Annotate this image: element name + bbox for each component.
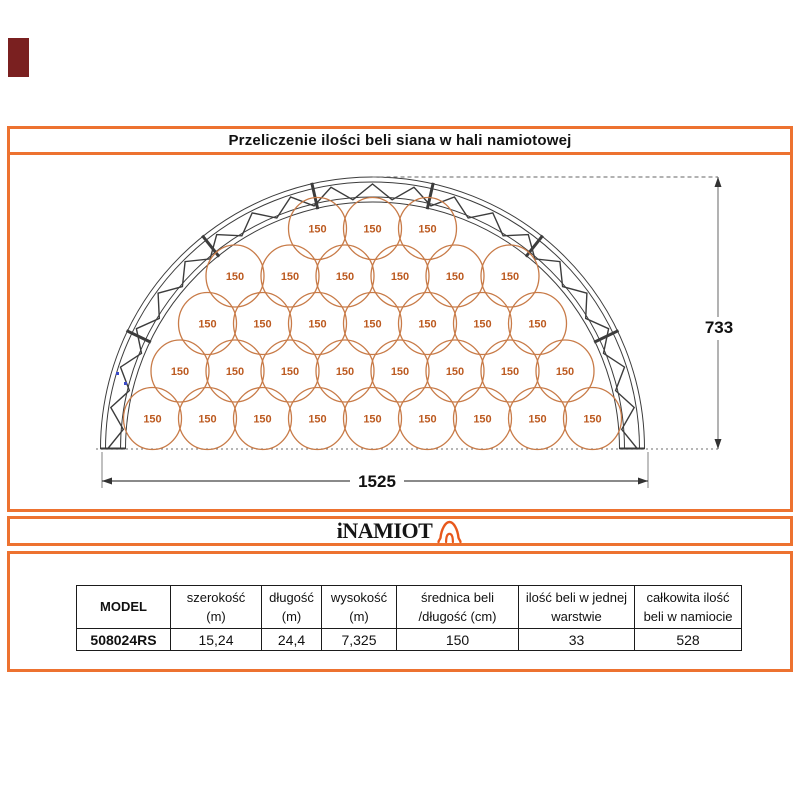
- hay-bale-label: 150: [363, 318, 382, 331]
- spec-col-header: średnica beli /długość (cm): [397, 586, 519, 629]
- spec-header-row: [77, 586, 742, 629]
- hay-bale-label: 150: [390, 271, 410, 283]
- hay-bale-label: 150: [225, 366, 245, 378]
- spec-table: [76, 585, 742, 651]
- spec-col-header: szerokość (m): [171, 586, 262, 629]
- hay-bale-label: 150: [418, 223, 437, 236]
- spec-cell: 15,24: [171, 629, 262, 651]
- truss-node-marker: [124, 382, 127, 385]
- hay-bale-label: 150: [473, 318, 492, 331]
- width-dim-label: 1525: [358, 472, 396, 491]
- truss-node-marker: [116, 372, 119, 375]
- hay-bale-label: 150: [225, 271, 245, 283]
- hay-bale-label: 150: [198, 318, 217, 331]
- spec-cell: 7,325: [322, 629, 397, 651]
- hay-bale-label: 150: [555, 366, 575, 378]
- truss-chord-arc: [106, 182, 640, 449]
- hay-bale-label: 150: [418, 318, 437, 331]
- hay-bale-label: 150: [363, 413, 382, 426]
- truss-joint: [202, 236, 219, 257]
- main-panel: [7, 126, 793, 512]
- hay-bale-label: 150: [335, 271, 355, 283]
- spec-col-header: długość (m): [262, 586, 322, 629]
- hay-bale-label: 150: [170, 366, 190, 378]
- hay-bale-label: 150: [308, 413, 327, 426]
- hay-bale-label: 150: [418, 413, 437, 426]
- hay-bale-label: 150: [280, 366, 300, 378]
- spec-col-header: całkowita ilość beli w namiocie: [635, 586, 742, 629]
- brand-name: iNAMIOT: [336, 518, 433, 543]
- hay-bale-label: 150: [280, 271, 300, 283]
- tent-cross-section-drawing: [10, 155, 790, 509]
- tent-diagram: [10, 155, 790, 509]
- hay-bale-label: 150: [445, 271, 465, 283]
- spec-panel: [7, 551, 793, 672]
- spec-cell: 24,4: [262, 629, 322, 651]
- truss-chord-arc: [101, 177, 645, 449]
- spec-cell: 150: [397, 629, 519, 651]
- spec-cell: 528: [635, 629, 742, 651]
- hay-bale-label: 150: [363, 223, 382, 236]
- dim-arrow: [715, 439, 722, 449]
- spec-data-row: [77, 629, 742, 651]
- hay-bale-label: 150: [335, 366, 355, 378]
- hay-bale-label: 150: [500, 366, 520, 378]
- hay-bale-label: 150: [528, 318, 547, 331]
- spec-cell: 33: [519, 629, 635, 651]
- hay-bale-label: 150: [583, 413, 602, 426]
- hay-bale-label: 150: [253, 318, 272, 331]
- spec-col-header: wysokość (m): [322, 586, 397, 629]
- hay-bale-label: 150: [390, 366, 410, 378]
- spec-cell: 508024RS: [77, 629, 171, 651]
- hay-bale-label: 150: [500, 271, 520, 283]
- brand-bar: [7, 516, 793, 546]
- panel-title: Przeliczenie ilości beli siana w hali namiotowej: [10, 129, 790, 155]
- height-dim-label: 733: [704, 318, 734, 337]
- spec-col-header: ilość beli w jednej warstwie: [519, 586, 635, 629]
- hay-bale-label: 150: [143, 413, 162, 426]
- hay-bale-label: 150: [528, 413, 547, 426]
- dim-arrow: [715, 177, 722, 187]
- hay-bale-label: 150: [308, 223, 327, 236]
- spec-col-header: MODEL: [77, 586, 171, 629]
- logo-placeholder: [8, 38, 29, 77]
- tent-icon: [436, 519, 463, 544]
- hay-bale-label: 150: [198, 413, 217, 426]
- hay-bale-label: 150: [445, 366, 465, 378]
- hay-bale-label: 150: [308, 318, 327, 331]
- dim-arrow: [102, 478, 112, 485]
- truss-joint: [526, 236, 543, 257]
- hay-bale-label: 150: [253, 413, 272, 426]
- hay-bale-label: 150: [473, 413, 492, 426]
- dim-arrow: [638, 478, 648, 485]
